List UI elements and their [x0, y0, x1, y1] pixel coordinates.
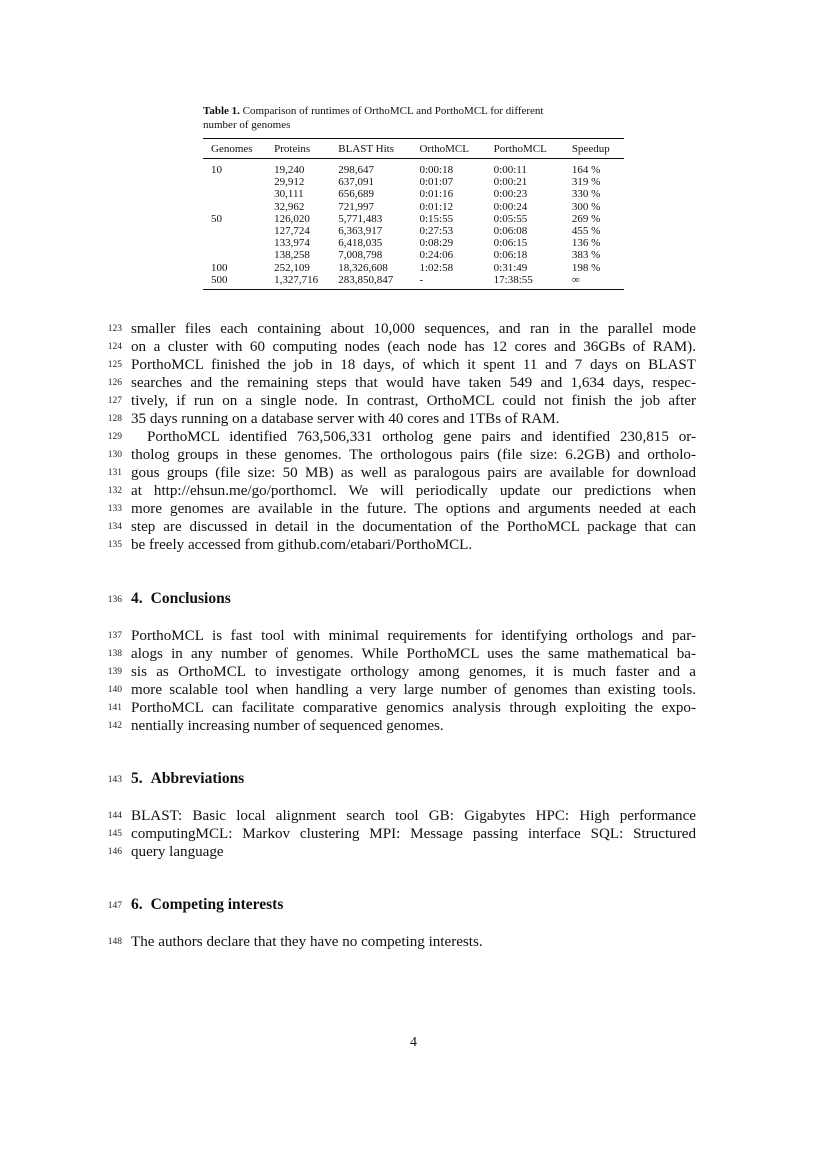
text-line: The authors declare that they have no competing interests. [131, 934, 483, 950]
table-row [203, 274, 624, 290]
cell-genomes [203, 188, 266, 200]
line-number: 127 [107, 396, 122, 406]
cell-orthomcl: 0:00:18 [419, 164, 454, 176]
cell-proteins: 32,962 [274, 200, 305, 213]
line-number: 123 [107, 324, 122, 334]
section-title: Competing interests [150, 896, 284, 913]
text-line: PorthoMCL finished the job in 18 days, of which it spent 11 and 7 days on BLAST [131, 357, 696, 373]
line-number: 147 [107, 901, 122, 911]
section-number: 6. [131, 896, 143, 913]
table-row [203, 249, 624, 261]
text-line: be freely accessed from github.com/etabari/PorthoMCL. [131, 537, 473, 553]
header-proteins: Proteins [266, 139, 330, 159]
line-number: 134 [107, 522, 122, 532]
text-line: query language [131, 844, 224, 860]
cell-orthomcl: 0:24:06 [419, 249, 454, 262]
cell-porthomcl: 17:38:55 [486, 274, 564, 290]
cell-genomes: 500 [203, 274, 266, 290]
cell-proteins: 126,020 [274, 212, 310, 225]
page-number: 4 [410, 1035, 417, 1050]
line-number: 136 [107, 595, 122, 605]
cell-genomes: 100 [211, 261, 228, 274]
line-number: 125 [107, 360, 122, 370]
line-number: 144 [107, 811, 122, 821]
line-number: 141 [107, 703, 122, 713]
table-header-row [203, 139, 624, 159]
text-line: PorthoMCL can facilitate comparative genomics analysis through exploiting the expo- [131, 700, 696, 716]
cell-orthomcl: 0:01:12 [419, 200, 454, 213]
text-line: at http://ehsun.me/go/porthomcl. We will periodically update our predictions when [131, 483, 696, 499]
cell-speedup: ∞ [564, 274, 624, 290]
table-row [203, 201, 624, 213]
cell-blast-hits: 7,008,798 [338, 249, 383, 262]
cell-blast-hits: 6,363,917 [338, 224, 383, 237]
text-line: PorthoMCL identified 763,506,331 ortholog gene pairs and identified 230,815 or- [147, 429, 696, 445]
cell-orthomcl: 0:15:55 [419, 212, 454, 225]
header-blast-hits: BLAST Hits [330, 139, 411, 159]
text-line: step are discussed in detail in the documentation of the PorthoMCL package that can [131, 519, 696, 535]
table-row [203, 188, 624, 200]
line-number: 146 [107, 847, 122, 857]
table-row [203, 159, 624, 177]
section-title: Abbreviations [150, 770, 245, 787]
text-line: more genomes are available in the future. The options and arguments needed at each [131, 501, 696, 517]
line-number: 128 [107, 414, 122, 424]
cell-genomes [203, 201, 266, 213]
cell-blast-hits: 656,689 [338, 188, 375, 201]
cell-blast-hits: 283,850,847 [330, 274, 411, 290]
text-line: alogs in any number of genomes. While PorthoMCL uses the same mathematical ba- [131, 646, 696, 662]
runtime-table-block [203, 104, 624, 286]
header-speedup: Speedup [564, 139, 624, 159]
cell-genomes [203, 225, 266, 237]
cell-proteins: 1,327,716 [266, 274, 330, 290]
section-heading [131, 770, 244, 788]
cell-porthomcl: 0:31:49 [493, 261, 528, 274]
table-caption-label: Table 1. [203, 105, 240, 117]
cell-speedup: 136 % [571, 237, 601, 250]
section-title: Conclusions [150, 590, 231, 607]
cell-genomes [203, 237, 266, 249]
table-caption-text-line1: Comparison of runtimes of OrthoMCL and PorthoMCL for different [242, 105, 544, 117]
line-number: 124 [107, 342, 122, 352]
cell-genomes [203, 249, 266, 261]
table-row [203, 213, 624, 225]
table-row [203, 262, 624, 274]
line-number: 145 [107, 829, 122, 839]
line-number: 138 [107, 649, 122, 659]
cell-speedup: 330 % [571, 188, 601, 201]
line-number: 148 [107, 937, 122, 947]
section-heading [131, 896, 283, 914]
section-number: 4. [131, 590, 143, 607]
cell-speedup: 164 % [571, 164, 601, 176]
line-number: 133 [107, 504, 122, 514]
cell-porthomcl: 0:00:21 [493, 176, 528, 189]
header-genomes: Genomes [203, 139, 266, 159]
section-heading [131, 590, 231, 608]
cell-genomes: 50 [211, 212, 222, 225]
cell-blast-hits: 18,326,608 [338, 261, 388, 274]
cell-orthomcl: 0:08:29 [419, 237, 454, 250]
line-number: 143 [107, 775, 122, 785]
text-line: 35 days running on a database server with 40 cores and 1TBs of RAM. [131, 411, 560, 427]
text-line: tholog groups in these genomes. The orthologous pairs (file size: 6.2GB) and ortholo- [131, 447, 696, 463]
text-line: smaller files each containing about 10,000 sequences, and ran in the parallel mode [131, 321, 696, 337]
cell-proteins: 29,912 [274, 176, 305, 189]
cell-speedup: 198 % [571, 261, 601, 274]
cell-porthomcl: 0:06:18 [493, 249, 528, 262]
table-row [203, 225, 624, 237]
line-number: 126 [107, 378, 122, 388]
line-number: 130 [107, 450, 122, 460]
cell-porthomcl: 0:00:23 [493, 188, 528, 201]
text-line: PorthoMCL is fast tool with minimal requirements for identifying orthologs and par- [131, 628, 696, 644]
text-line: nentially increasing number of sequenced genomes. [131, 718, 444, 734]
cell-blast-hits: 298,647 [338, 164, 375, 176]
header-porthomcl: PorthoMCL [486, 139, 564, 159]
cell-blast-hits: 6,418,035 [338, 237, 383, 250]
cell-porthomcl: 0:06:08 [493, 224, 528, 237]
cell-orthomcl: - [411, 274, 485, 290]
cell-proteins: 138,258 [274, 249, 310, 262]
header-orthomcl: OrthoMCL [411, 139, 485, 159]
cell-proteins: 133,974 [274, 237, 310, 250]
runtime-table [203, 138, 624, 290]
text-line: tively, if run on a single node. In contrast, OrthoMCL could not finish the job after [131, 393, 696, 409]
line-number: 131 [107, 468, 122, 478]
section-number: 5. [131, 770, 143, 787]
cell-orthomcl: 0:01:07 [419, 176, 454, 189]
line-number: 140 [107, 685, 122, 695]
cell-orthomcl: 1:02:58 [419, 261, 454, 274]
cell-proteins: 252,109 [274, 261, 310, 274]
text-line: searches and the remaining steps that would have taken 549 and 1,634 days, respec- [131, 375, 696, 391]
cell-porthomcl: 0:00:11 [493, 164, 527, 176]
cell-orthomcl: 0:27:53 [419, 224, 454, 237]
text-line: on a cluster with 60 computing nodes (each node has 12 cores and 36GBs of RAM). [131, 339, 696, 355]
cell-speedup: 269 % [571, 212, 601, 225]
cell-genomes: 10 [211, 164, 222, 176]
cell-porthomcl: 0:05:55 [493, 212, 528, 225]
cell-porthomcl: 0:06:15 [493, 237, 528, 250]
text-line: gous groups (file size: 50 MB) as well as paralogous pairs are available for download [131, 465, 696, 481]
cell-proteins: 127,724 [274, 224, 310, 237]
cell-speedup: 319 % [571, 176, 601, 189]
cell-proteins: 19,240 [274, 164, 305, 176]
cell-proteins: 30,111 [274, 188, 304, 201]
text-line: more scalable tool when handling a very large number of genomes than existing tools. [131, 682, 696, 698]
text-line: computingMCL: Markov clustering MPI: Message passing interface SQL: Structured [131, 826, 696, 842]
cell-porthomcl: 0:00:24 [493, 200, 528, 213]
cell-blast-hits: 721,997 [338, 200, 375, 213]
line-number: 135 [107, 540, 122, 550]
cell-speedup: 300 % [571, 200, 601, 213]
text-line: sis as OrthoMCL to investigate orthology among genomes, it is much faster and a [131, 664, 696, 680]
cell-orthomcl: 0:01:16 [419, 188, 454, 201]
cell-speedup: 455 % [571, 224, 601, 237]
cell-blast-hits: 5,771,483 [338, 212, 383, 225]
table-caption [203, 104, 624, 132]
text-line: BLAST: Basic local alignment search tool GB: Gigabytes HPC: High performance [131, 808, 696, 824]
cell-speedup: 383 % [571, 249, 601, 262]
table-row [203, 237, 624, 249]
table-caption-text-line2: number of genomes [203, 119, 291, 131]
line-number: 129 [107, 432, 122, 442]
line-number: 142 [107, 721, 122, 731]
line-number: 132 [107, 486, 122, 496]
table-row [203, 176, 624, 188]
cell-blast-hits: 637,091 [338, 176, 375, 189]
cell-genomes [203, 176, 266, 188]
line-number: 137 [107, 631, 122, 641]
line-number: 139 [107, 667, 122, 677]
